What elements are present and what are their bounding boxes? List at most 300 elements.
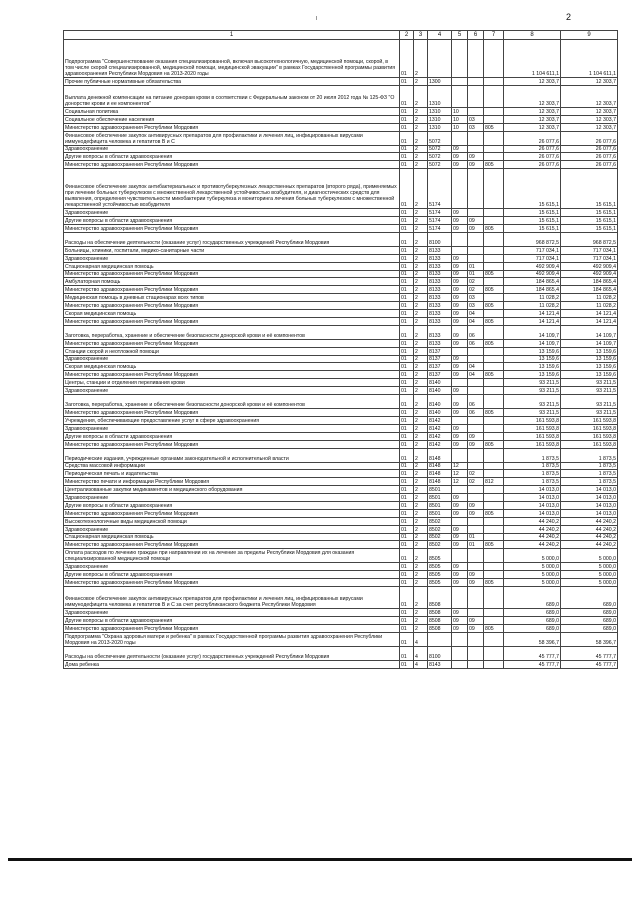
amount-cell: 492 909,4: [504, 270, 561, 278]
amount-cell: 184 865,4: [504, 278, 561, 286]
row-name-cell: Централизованные закупки медикаментов и медицинского оборудования: [64, 486, 400, 494]
amount-cell: 13 159,6: [504, 363, 561, 371]
table-row: [64, 541, 618, 549]
row-name-cell: Здравоохранение: [64, 494, 400, 502]
code-cell: 8100: [428, 232, 452, 246]
code-cell: 1310: [428, 123, 452, 131]
row-name-cell: Дома ребенка: [64, 660, 400, 668]
code-cell: 01: [400, 294, 414, 302]
amount-cell: 93 211,5: [504, 409, 561, 417]
table-row: [64, 440, 618, 448]
amount-cell: 93 211,5: [504, 395, 561, 409]
code-cell: 06: [468, 409, 484, 417]
code-cell: [484, 217, 504, 225]
amount-cell: 93 211,5: [561, 379, 618, 387]
amount-cell: 44 240,2: [561, 517, 618, 525]
amount-cell: 26 077,6: [504, 145, 561, 153]
code-cell: [452, 78, 468, 86]
code-cell: 2: [414, 246, 428, 254]
header-cell: 3: [414, 31, 428, 40]
code-cell: 01: [400, 232, 414, 246]
code-cell: [484, 145, 504, 153]
code-cell: [452, 246, 468, 254]
table-row: [64, 217, 618, 225]
amount-cell: 14 013,0: [504, 509, 561, 517]
table-row: [64, 363, 618, 371]
code-cell: 805: [484, 541, 504, 549]
code-cell: 4: [414, 660, 428, 668]
amount-cell: 1 873,5: [504, 470, 561, 478]
table-row: [64, 624, 618, 632]
header-cell: 6: [468, 31, 484, 40]
row-name-cell: Другие вопросы в области здравоохранения: [64, 153, 400, 161]
header-cell: 1: [64, 31, 400, 40]
table-row: [64, 501, 618, 509]
code-cell: 2: [414, 123, 428, 131]
code-cell: 09: [452, 608, 468, 616]
code-cell: [484, 501, 504, 509]
code-cell: 8502: [428, 533, 452, 541]
code-cell: [452, 660, 468, 668]
code-cell: 2: [414, 161, 428, 169]
amount-cell: 58 396,7: [561, 632, 618, 646]
bottom-rule: [8, 858, 632, 861]
code-cell: 09: [452, 209, 468, 217]
amount-cell: 44 240,2: [561, 541, 618, 549]
amount-cell: 1 104 611,1: [504, 40, 561, 78]
code-cell: [452, 517, 468, 525]
amount-cell: 5 000,0: [504, 579, 561, 587]
code-cell: 8148: [428, 462, 452, 470]
code-cell: 09: [452, 371, 468, 379]
row-name-cell: Другие вопросы в области здравоохранения: [64, 571, 400, 579]
code-cell: 805: [484, 286, 504, 294]
table-row: [64, 478, 618, 486]
row-name-cell: Министерство здравоохранения Республики Мордовия: [64, 409, 400, 417]
code-cell: 01: [400, 494, 414, 502]
code-cell: 06: [468, 325, 484, 339]
code-cell: 01: [400, 85, 414, 107]
code-cell: 01: [400, 107, 414, 115]
code-cell: 2: [414, 325, 428, 339]
table-row: [64, 161, 618, 169]
code-cell: 8142: [428, 440, 452, 448]
code-cell: 01: [400, 409, 414, 417]
code-cell: 02: [468, 478, 484, 486]
table-row: [64, 571, 618, 579]
code-cell: 10: [452, 107, 468, 115]
row-name-cell: Здравоохранение: [64, 254, 400, 262]
row-name-cell: Периодические издания, учрежденные органами законодательной и исполнительной власти: [64, 448, 400, 462]
code-cell: [468, 608, 484, 616]
code-cell: 09: [452, 525, 468, 533]
code-cell: 01: [400, 486, 414, 494]
amount-cell: 14 013,0: [504, 494, 561, 502]
row-name-cell: Учреждения, обеспечивающие предоставление услуг в сфере здравоохранения: [64, 416, 400, 424]
header-cell: 7: [484, 31, 504, 40]
code-cell: [468, 525, 484, 533]
table-row: [64, 302, 618, 310]
code-cell: 8508: [428, 624, 452, 632]
table-row: [64, 387, 618, 395]
table-row: [64, 78, 618, 86]
table-row: [64, 169, 618, 209]
code-cell: 8148: [428, 448, 452, 462]
code-cell: 8133: [428, 339, 452, 347]
code-cell: 09: [452, 217, 468, 225]
code-cell: 01: [400, 660, 414, 668]
code-cell: 01: [400, 517, 414, 525]
code-cell: 01: [400, 225, 414, 233]
amount-cell: 14 013,0: [561, 509, 618, 517]
code-cell: [484, 246, 504, 254]
code-cell: 2: [414, 563, 428, 571]
row-name-cell: Здравоохранение: [64, 209, 400, 217]
code-cell: 5072: [428, 161, 452, 169]
code-cell: 8148: [428, 470, 452, 478]
code-cell: 805: [484, 123, 504, 131]
amount-cell: 15 615,1: [561, 217, 618, 225]
amount-cell: 689,0: [504, 624, 561, 632]
code-cell: 8133: [428, 310, 452, 318]
amount-cell: 26 077,6: [504, 153, 561, 161]
code-cell: [468, 131, 484, 145]
code-cell: 09: [452, 533, 468, 541]
code-cell: [468, 355, 484, 363]
row-name-cell: Социальное обеспечение населения: [64, 115, 400, 123]
amount-cell: 689,0: [504, 608, 561, 616]
code-cell: 5072: [428, 145, 452, 153]
amount-cell: 26 077,6: [561, 153, 618, 161]
row-name-cell: Финансовое обеспечение закупок антивирусных препаратов для профилактики и лечения лиц, инфицированных вирусами иммунодефицита человека и гепатитов В и С: [64, 131, 400, 145]
amount-cell: 14 013,0: [561, 501, 618, 509]
code-cell: 12: [452, 462, 468, 470]
code-cell: 02: [468, 286, 484, 294]
code-cell: 2: [414, 169, 428, 209]
amount-cell: 26 077,6: [561, 131, 618, 145]
code-cell: 2: [414, 478, 428, 486]
table-row: [64, 646, 618, 660]
code-cell: [484, 262, 504, 270]
table-row: [64, 225, 618, 233]
code-cell: 09: [452, 571, 468, 579]
amount-cell: 93 211,5: [561, 387, 618, 395]
table-row: [64, 395, 618, 409]
code-cell: [484, 632, 504, 646]
code-cell: 01: [400, 254, 414, 262]
table-row: [64, 310, 618, 318]
code-cell: [484, 107, 504, 115]
amount-cell: 968 872,5: [504, 232, 561, 246]
code-cell: [468, 145, 484, 153]
code-cell: 09: [452, 624, 468, 632]
amount-cell: 717 034,1: [504, 246, 561, 254]
code-cell: [484, 131, 504, 145]
code-cell: [468, 586, 484, 608]
code-cell: [484, 254, 504, 262]
code-cell: [452, 448, 468, 462]
code-cell: 4: [414, 632, 428, 646]
amount-cell: 93 211,5: [504, 387, 561, 395]
amount-cell: 5 000,0: [561, 579, 618, 587]
code-cell: 2: [414, 494, 428, 502]
header-cell: 8: [504, 31, 561, 40]
code-cell: 01: [400, 608, 414, 616]
code-cell: [452, 646, 468, 660]
code-cell: 2: [414, 525, 428, 533]
code-cell: [484, 232, 504, 246]
amount-cell: 44 240,2: [561, 533, 618, 541]
code-cell: 09: [452, 262, 468, 270]
amount-cell: 58 396,7: [504, 632, 561, 646]
code-cell: 2: [414, 470, 428, 478]
code-cell: 09: [452, 310, 468, 318]
code-cell: 01: [400, 541, 414, 549]
code-cell: 2: [414, 40, 428, 78]
row-name-cell: Медицинская помощь в дневных стационарах всех типов: [64, 294, 400, 302]
table-row: [64, 416, 618, 424]
table-row: [64, 209, 618, 217]
code-cell: 2: [414, 387, 428, 395]
code-cell: 03: [468, 123, 484, 131]
row-name-cell: Здравоохранение: [64, 145, 400, 153]
row-name-cell: Министерство здравоохранения Республики Мордовия: [64, 339, 400, 347]
code-cell: 8133: [428, 270, 452, 278]
code-cell: [468, 660, 484, 668]
code-cell: 8100: [428, 646, 452, 660]
amount-cell: 44 240,2: [561, 525, 618, 533]
table-row: [64, 579, 618, 587]
amount-cell: 12 303,7: [504, 85, 561, 107]
code-cell: 09: [452, 494, 468, 502]
amount-cell: 1 104 611,1: [561, 40, 618, 78]
code-cell: 12: [452, 470, 468, 478]
code-cell: 805: [484, 579, 504, 587]
code-cell: 01: [400, 270, 414, 278]
code-cell: 2: [414, 549, 428, 563]
header-cell: 9: [561, 31, 618, 40]
code-cell: [468, 416, 484, 424]
amount-cell: 12 303,7: [561, 85, 618, 107]
code-cell: 01: [400, 302, 414, 310]
amount-cell: 689,0: [561, 624, 618, 632]
code-cell: 01: [400, 262, 414, 270]
amount-cell: 12 303,7: [504, 78, 561, 86]
code-cell: 2: [414, 616, 428, 624]
amount-cell: 26 077,6: [504, 161, 561, 169]
code-cell: [484, 424, 504, 432]
code-cell: 03: [468, 294, 484, 302]
row-name-cell: Другие вопросы в области здравоохранения: [64, 616, 400, 624]
code-cell: 04: [468, 363, 484, 371]
code-cell: 5174: [428, 217, 452, 225]
code-cell: 2: [414, 145, 428, 153]
code-cell: 01: [400, 632, 414, 646]
amount-cell: 44 240,2: [504, 517, 561, 525]
code-cell: 2: [414, 115, 428, 123]
amount-cell: 13 159,6: [561, 347, 618, 355]
code-cell: 2: [414, 448, 428, 462]
code-cell: [484, 387, 504, 395]
code-cell: 01: [400, 161, 414, 169]
row-name-cell: Министерство здравоохранения Республики Мордовия: [64, 286, 400, 294]
code-cell: 2: [414, 278, 428, 286]
code-cell: 09: [452, 424, 468, 432]
amount-cell: 15 615,1: [561, 169, 618, 209]
code-cell: 5174: [428, 209, 452, 217]
code-cell: 01: [400, 525, 414, 533]
code-cell: [484, 85, 504, 107]
amount-cell: 13 159,6: [561, 355, 618, 363]
amount-cell: 717 034,1: [561, 254, 618, 262]
amount-cell: 12 303,7: [561, 107, 618, 115]
code-cell: [468, 246, 484, 254]
code-cell: 01: [400, 646, 414, 660]
code-cell: 01: [400, 169, 414, 209]
table-row: [64, 470, 618, 478]
amount-cell: 12 303,7: [504, 115, 561, 123]
table-row: [64, 115, 618, 123]
amount-cell: 14 121,4: [561, 317, 618, 325]
code-cell: 2: [414, 270, 428, 278]
code-cell: 01: [400, 278, 414, 286]
code-cell: [484, 40, 504, 78]
amount-cell: 44 240,2: [504, 541, 561, 549]
code-cell: [484, 571, 504, 579]
table-row: [64, 286, 618, 294]
code-cell: 4: [414, 646, 428, 660]
header-cell: 5: [452, 31, 468, 40]
amount-cell: 5 000,0: [504, 549, 561, 563]
amount-cell: 13 159,6: [504, 355, 561, 363]
code-cell: 1300: [428, 78, 452, 86]
code-cell: 01: [400, 470, 414, 478]
code-cell: 01: [400, 339, 414, 347]
table-row: [64, 494, 618, 502]
row-name-cell: Другие вопросы в области здравоохранения: [64, 217, 400, 225]
page-number: 2: [566, 12, 572, 22]
amount-cell: 93 211,5: [561, 409, 618, 417]
row-name-cell: Высокотехнологичные виды медицинской помощи: [64, 517, 400, 525]
code-cell: 01: [400, 363, 414, 371]
table-row: [64, 486, 618, 494]
code-cell: 2: [414, 586, 428, 608]
table-row: [64, 85, 618, 107]
code-cell: 01: [400, 153, 414, 161]
amount-cell: 13 159,6: [504, 371, 561, 379]
code-cell: 04: [468, 317, 484, 325]
amount-cell: 1 873,5: [504, 478, 561, 486]
amount-cell: 717 034,1: [504, 254, 561, 262]
amount-cell: 689,0: [504, 586, 561, 608]
code-cell: 8133: [428, 317, 452, 325]
code-cell: [468, 387, 484, 395]
code-cell: 8133: [428, 278, 452, 286]
amount-cell: 5 000,0: [561, 563, 618, 571]
header-cell: 2: [400, 31, 414, 40]
code-cell: 2: [414, 302, 428, 310]
row-name-cell: Расходы на обеспечение деятельности (оказание услуг) государственных учреждений Республики Мордовия: [64, 232, 400, 246]
table-row: [64, 563, 618, 571]
code-cell: 805: [484, 509, 504, 517]
code-cell: 2: [414, 153, 428, 161]
code-cell: 09: [452, 317, 468, 325]
code-cell: 2: [414, 131, 428, 145]
table-row: [64, 131, 618, 145]
code-cell: [484, 486, 504, 494]
amount-cell: 161 593,8: [504, 440, 561, 448]
code-cell: [452, 586, 468, 608]
code-cell: 09: [468, 153, 484, 161]
table-row: [64, 254, 618, 262]
row-name-cell: Министерство здравоохранения Республики Мордовия: [64, 225, 400, 233]
code-cell: 8140: [428, 387, 452, 395]
code-cell: 2: [414, 579, 428, 587]
row-name-cell: Министерство здравоохранения Республики Мордовия: [64, 317, 400, 325]
code-cell: 01: [400, 286, 414, 294]
code-cell: 805: [484, 440, 504, 448]
code-cell: [452, 131, 468, 145]
code-cell: 09: [452, 395, 468, 409]
code-cell: 09: [468, 161, 484, 169]
code-cell: 8133: [428, 294, 452, 302]
code-cell: 2: [414, 339, 428, 347]
code-cell: 8502: [428, 541, 452, 549]
code-cell: [468, 448, 484, 462]
table-row: [64, 232, 618, 246]
code-cell: 805: [484, 270, 504, 278]
code-cell: 8501: [428, 509, 452, 517]
code-cell: 01: [468, 270, 484, 278]
code-cell: 8137: [428, 371, 452, 379]
amount-cell: 1 873,5: [561, 448, 618, 462]
code-cell: 09: [452, 294, 468, 302]
row-name-cell: Станции скорой и неотложной помощи: [64, 347, 400, 355]
code-cell: 8142: [428, 424, 452, 432]
code-cell: 10: [452, 115, 468, 123]
code-cell: 8142: [428, 432, 452, 440]
code-cell: 8501: [428, 501, 452, 509]
code-cell: 01: [400, 448, 414, 462]
code-cell: 09: [452, 563, 468, 571]
row-name-cell: Оплата расходов по лечению граждан при направлении их на лечение за пределы Республики Мордовия для оказания специализированной медицинской помощи: [64, 549, 400, 563]
code-cell: 09: [452, 225, 468, 233]
amount-cell: 689,0: [504, 616, 561, 624]
code-cell: 09: [468, 432, 484, 440]
code-cell: [468, 40, 484, 78]
code-cell: 01: [400, 549, 414, 563]
code-cell: 2: [414, 286, 428, 294]
code-cell: 2: [414, 486, 428, 494]
code-cell: 2: [414, 571, 428, 579]
code-cell: 8133: [428, 302, 452, 310]
code-cell: 01: [400, 571, 414, 579]
table-row: [64, 616, 618, 624]
code-cell: 01: [400, 509, 414, 517]
amount-cell: 15 615,1: [561, 225, 618, 233]
code-cell: 09: [452, 409, 468, 417]
amount-cell: 161 593,8: [561, 432, 618, 440]
row-name-cell: Министерство здравоохранения Республики Мордовия: [64, 161, 400, 169]
code-cell: 01: [400, 440, 414, 448]
code-cell: 09: [452, 145, 468, 153]
amount-cell: 13 159,6: [561, 363, 618, 371]
code-cell: 8501: [428, 494, 452, 502]
page-mark: [316, 16, 317, 20]
code-cell: 06: [468, 339, 484, 347]
code-cell: [428, 40, 452, 78]
header-cell: 4: [428, 31, 452, 40]
